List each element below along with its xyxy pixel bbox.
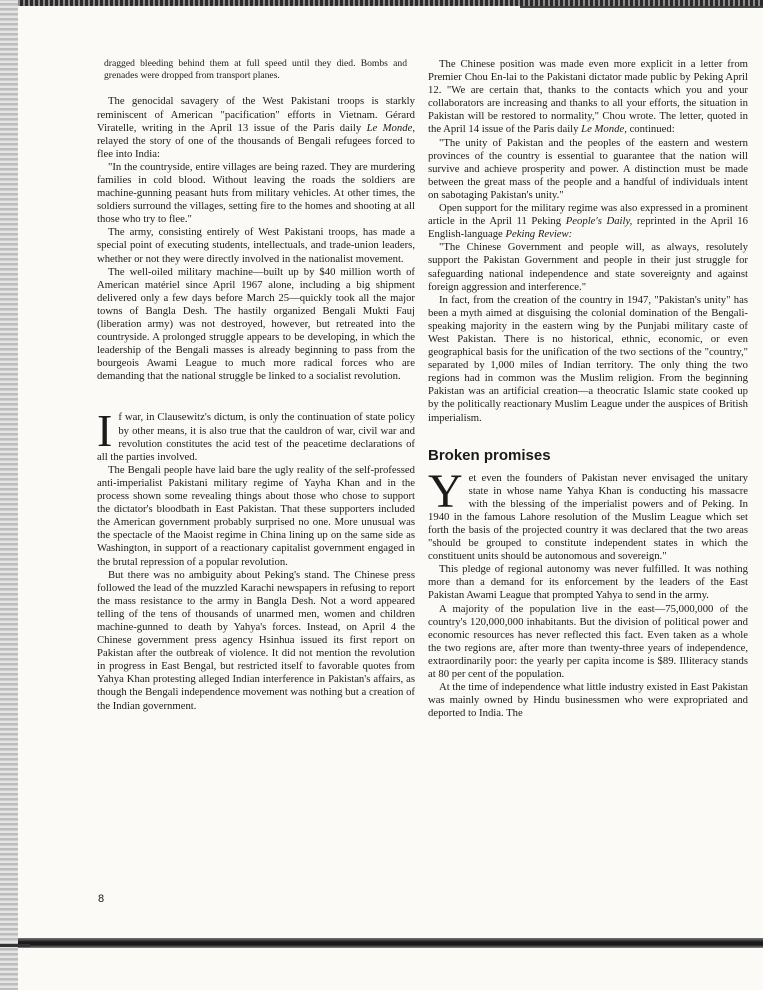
newspaper-title: Le Monde	[366, 121, 413, 134]
paragraph-dropcap: If war, in Clausewitz's dictum, is only the continuation of state policy by other means, it is also true that the cauldron of war, civil war and revolution constitutes the acid test of the peacetime declarations of all the parties involved.	[97, 405, 415, 463]
page-number: 8	[98, 893, 105, 905]
right-column	[428, 58, 748, 720]
block-quote: "The Chinese Government and people will, as always, resolutely support the Pakistan Government and people in their just struggle for safeguarding national independence and state sovereignty and against foreign aggression and interference."	[428, 241, 748, 293]
paragraph: The army, consisting entirely of West Pakistani troops, has made a special point of executing students, intellectuals, and trade-union leaders, whether or not they were directly involved in the nationalist movement.	[97, 226, 415, 265]
drop-cap: Y	[428, 464, 463, 518]
left-column	[97, 58, 415, 713]
photo-caption: dragged bleeding behind them at full speed until they died. Bombs and grenades were dropped from transport planes.	[104, 58, 407, 82]
paragraph: At the time of independence what little industry existed in East Pakistan was mainly owned by Hindu businessmen who were expropriated and deported to India. The	[428, 681, 748, 720]
newspaper-title: Le Monde	[581, 123, 625, 136]
paragraph: Open support for the military regime was also expressed in a prominent article in the April 11 Peking People's Daily, reprinted in the April 16 English-language Peking Review:	[428, 202, 748, 241]
paragraph: This pledge of regional autonomy was never fulfilled. It was nothing more than a demand for its enforcement by the leaders of the East Pakistan Awami League that prompted Yahya to send in the army.	[428, 563, 748, 602]
section-heading: Broken promises	[428, 446, 551, 464]
newspaper-title: People's Daily,	[565, 215, 633, 228]
drop-cap: I	[97, 405, 113, 457]
bottom-border-rule-edge	[0, 944, 30, 947]
paragraph: But there was no ambiguity about Peking's stand. The Chinese press followed the lead of the muzzled Karachi newspapers in refusing to report the mass resistance to the army in Bangla Desh. Not a word appeared telling of the tens of thousands of unarmed men, women and children machine-gunned to death by Yahya's forces. Instead, on April 4 the Chinese government press agency Hsinhua issued its first report on Pakistan after the outbreak of violence. It did not mention the revolution in progress in East Bengal, but restricted itself to favorable quotes from Yahya Khan protesting alleged Indian interference in Pakistan's affairs, as though the Bengali independence movement was nothing but a creation of the Indian government.	[97, 568, 415, 712]
block-quote: "In the countryside, entire villages are being razed. They are murdering families in cold blood. Without leaving the roads the soldiers are machine-gunning peasant huts from military vehicles. At other times, the soldiers surround the villages, setting fire to the homes and shooting at all those who try to flee."	[97, 160, 415, 226]
paragraph: The Bengali people have laid bare the ugly reality of the self-professed anti-imperialist Pakistani military regime of Yayha Khan and in the process shown some revealing things about those who chose to support the dictator's bloodbath in East Pakistan. That these supporters included the American government probably surprised no one. More unusual was the spectacle of the Maoist regime in China lining up on the same side as Washington, in support of a reactionary capitalist government engaged in the brutal repression of a popular revolution.	[97, 463, 415, 568]
paragraph: The Chinese position was made even more explicit in a letter from Premier Chou En-lai to the Pakistani dictator made public by Peking April 12. "We are certain that, thanks to the contacts which you and your collaborators are increasing and thanks to all your efforts, the situation in Pakistan will be restored to normality," Chou wrote. The letter, quoted in the April 14 issue of the Paris daily Le Monde, continued:	[428, 58, 748, 136]
paragraph: The well-oiled military machine—built up by $40 million worth of American matériel since April 1967 alone, including a big shipment delivered only a few days before March 25—quickly took all the major towns of Bangla Desh. The hastily organized Bengali Mukti Fauj (liberation army) was not destroyed, however, but retreated into the countryside. A prolonged struggle appears to be developing, in which the leadership of the Bengali masses is already beginning to pass from the bourgeois Awami League to much more radical forces who are demanding that the national struggle be linked to a socialist revolution.	[97, 265, 415, 383]
top-border-rule-secondary	[520, 6, 763, 8]
bottom-border-rule	[18, 938, 763, 948]
newspaper-title: Peking Review:	[505, 228, 573, 241]
paragraph: The genocidal savagery of the West Pakistani troops is starkly reminiscent of American "pacification" efforts in Vietnam. Gérard Viratelle, writing in the April 13 issue of the Paris daily Le Monde, relayed the story of one of the thousands of Bengali refugees forced to flee into India:	[97, 95, 415, 160]
page-edge-shadow	[0, 0, 18, 990]
paragraph: A majority of the population live in the east—75,000,000 of the country's 120,000,000 inhabitants. But the division of political power and economic resources has never reflected this fact. Even taken as a whole the two regions are, after more than twenty-three years of independence, extraordinarily poor: the yearly per capita income is $89. Illiteracy stands at 80 per cent of the population.	[428, 602, 748, 681]
block-quote: "The unity of Pakistan and the peoples of the eastern and western provinces of the country is essential to guarantee that the nation will survive and achieve prosperity and power. A distinction must be made between the great mass of the people and a handful of individuals intent on sabotaging Pakistan's unity."	[428, 136, 748, 201]
paragraph-dropcap: Yet even the founders of Pakistan never envisaged the unitary state in whose name Yahya Khan is conducting his massacre with the blessing of the imperialist powers and of Peking. In 1940 in the famous Lahore resolution of the Muslim League which set forth the basis of the projected country it was declared that the two areas "should be grouped to constitute independent states in which the constituent units should be autonomous and sovereign."	[428, 464, 748, 563]
paragraph: In fact, from the creation of the country in 1947, "Pakistan's unity" has been a myth aimed at disguising the colonial domination of the Bengali-speaking majority in the eastern wing by the Punjabi military caste of West Pakistan. There is no historical, ethnic, economic, or even geographical basis for the unification of the two sections of the "country," separated by 1,000 miles of Indian territory. The only thing the two regions had in common was the Muslim religion. From the beginning Pakistan was an artificial creation—a theocratic Islamic state cooked up by the politically reactionary Muslim League under the auspices of British imperialism.	[428, 293, 748, 424]
